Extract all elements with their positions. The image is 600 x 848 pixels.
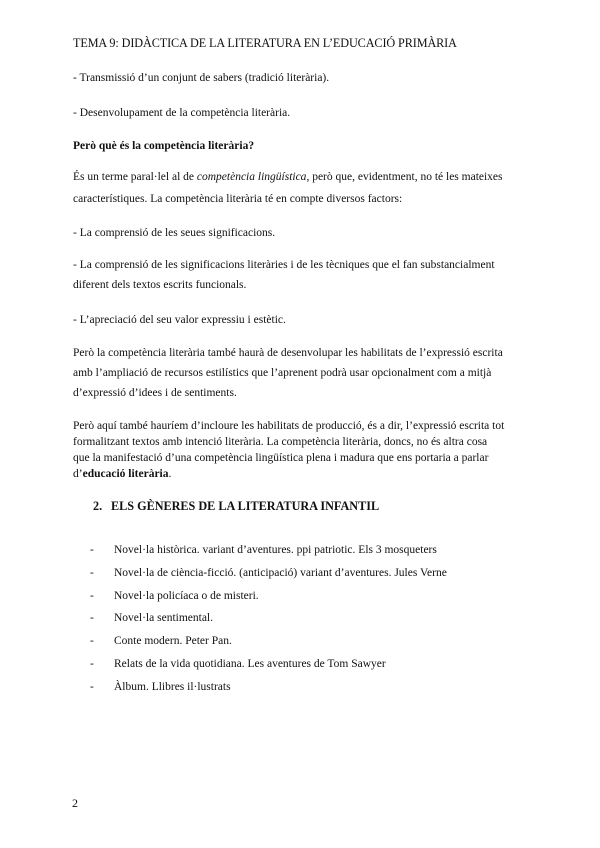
list-item: Novel·la de ciència-ficció. (anticipació) variant d’aventures. Jules Verne: [114, 567, 447, 579]
list-bullet: -: [90, 635, 94, 647]
list-bullet: -: [90, 544, 94, 556]
section-title: ELS GÈNERES DE LA LITERATURA INFANTIL: [111, 499, 380, 513]
list-bullet: -: [90, 590, 94, 602]
intro-item: - Desenvolupament de la competència literària.: [73, 107, 291, 119]
list-item: Conte modern. Peter Pan.: [114, 635, 232, 647]
paragraph-line: Però aquí també hauríem d’incloure les habilitats de producció, és a dir, l’expressió escrita tot: [73, 420, 505, 432]
paragraph-line: que la manifestació d’una competència lingüística plena i madura que ens portaria a parlar: [73, 452, 489, 464]
bold-term: educació literària: [82, 468, 169, 480]
factor-item: - La comprensió de les seues significacions.: [73, 227, 276, 239]
paragraph-line: amb l’ampliació de recursos estilístics que l’aprenent podrà usar opcionalment com a mitjà: [73, 367, 492, 379]
list-item: Novel·la sentimental.: [114, 612, 213, 624]
list-item: Novel·la policíaca o de misteri.: [114, 590, 259, 602]
paragraph-line: Però la competència literària també haurà de desenvolupar les habilitats de l’expressió escrita: [73, 347, 503, 359]
section-heading: [93, 499, 379, 514]
page-header: TEMA 9: DIDÀCTICA DE LA LITERATURA EN L’EDUCACIÓ PRIMÀRIA: [73, 36, 457, 50]
paragraph-line: formalitzant textos amb intenció literària. La competència literària, doncs, no és altra cosa: [73, 436, 488, 448]
factor-item: - L’apreciació del seu valor expressiu i estètic.: [73, 314, 286, 326]
list-bullet: -: [90, 612, 94, 624]
definition-line: És un terme paral·lel al de competència lingüística, però que, evidentment, no té les mateixes: [73, 171, 503, 183]
paragraph-line: d’educació literària.: [73, 468, 172, 480]
page-number: 2: [72, 796, 78, 810]
factor-item: - La comprensió de les significacions literàries i de les tècniques que el fan substancialment: [73, 259, 495, 271]
intro-item: - Transmissió d’un conjunt de sabers (tradició literària).: [73, 72, 330, 84]
list-bullet: -: [90, 567, 94, 579]
list-item: Àlbum. Llibres il·lustrats: [114, 681, 231, 693]
question-heading: Però què és la competència literària?: [73, 140, 255, 152]
emphasis-term: competència lingüística: [196, 171, 307, 183]
list-item: Novel·la històrica. variant d’aventures. ppi patriotic. Els 3 mosqueters: [114, 544, 437, 556]
list-item: Relats de la vida quotidiana. Les aventures de Tom Sawyer: [114, 658, 386, 670]
list-bullet: -: [90, 681, 94, 693]
paragraph-line: d’expressió d’idees i de sentiments.: [73, 387, 237, 399]
factor-item-continued: diferent dels textos escrits funcionals.: [73, 279, 247, 291]
list-bullet: -: [90, 658, 94, 670]
definition-line: característiques. La competència literària té en compte diversos factors:: [73, 193, 403, 205]
section-number: 2.: [93, 499, 103, 513]
